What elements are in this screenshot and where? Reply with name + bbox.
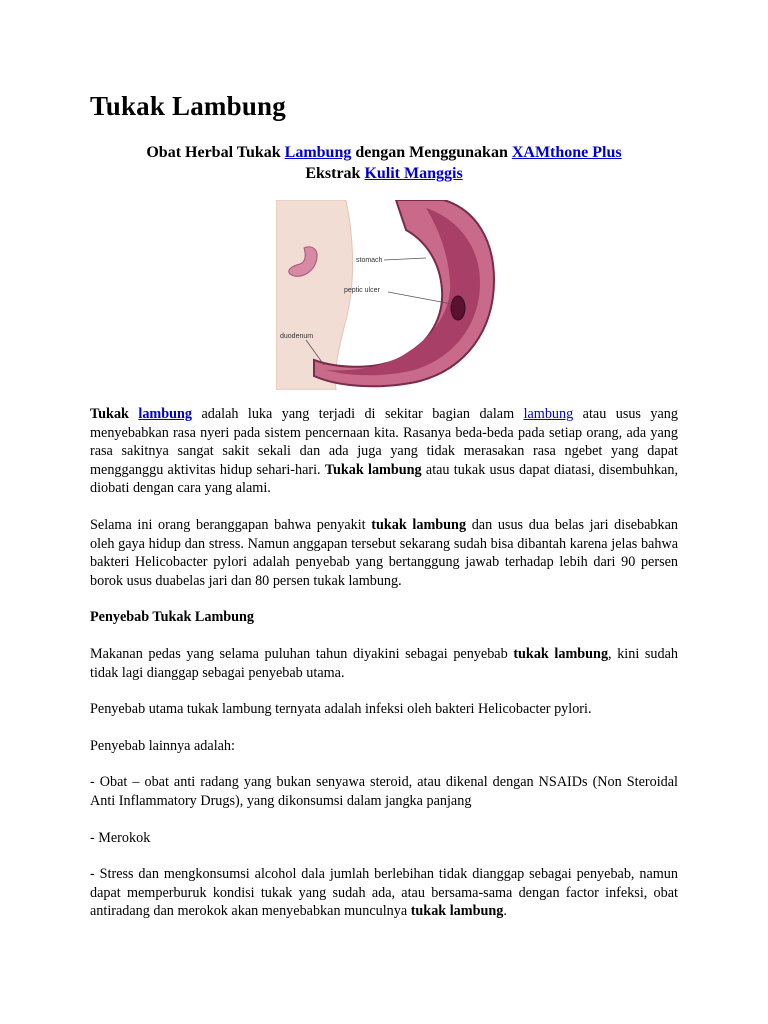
bold-tukak-lambung-1: Tukak lambung (324, 461, 422, 478)
bold-tukak: Tukak (90, 406, 139, 422)
peptic-ulcer-mark (451, 296, 465, 320)
p8-text-1: - Stress dan mengkonsumsi alcohol dala jumlah berlebihan tidak dianggap sebagai penyebab, namun dapat memperburuk kondisi tukak yang sudah ada, atau bersama-sama dengan factor infeksi, obat antiradang dan merokok akan menyebabkan munculnya (90, 866, 678, 920)
label-duodenum: duodenum (280, 333, 314, 340)
p8-text-2: . (503, 903, 507, 920)
bold-tukak-lambung-3: tukak lambung (513, 645, 609, 662)
paragraph-4: Penyebab utama tukak lambung ternyata adalah infeksi oleh bakteri Helicobacter pylori. (90, 701, 592, 718)
link-lambung-1[interactable] (138, 406, 192, 422)
paragraph-6: - Obat – obat anti radang yang bukan senyawa steroid, atau dikenal dengan NSAIDs (Non Steroidal Anti Inflammatory Drugs), yang dikonsumsi dalam jangka panjang (90, 774, 678, 809)
p1-text-1: adalah luka yang terjadi di sekitar bagian dalam (192, 406, 524, 422)
paragraph-5: Penyebab lainnya adalah: (90, 737, 235, 754)
link-lambung-2[interactable]: lambung (523, 406, 574, 422)
paragraph-8 (90, 865, 678, 921)
page-title: Tukak Lambung (90, 91, 286, 121)
subtitle-text-1: Obat Herbal Tukak (146, 144, 285, 161)
stomach-label-line (384, 258, 426, 260)
bold-tukak-lambung-4: tukak lambung (410, 903, 504, 920)
subtitle-link-xamthone[interactable]: XAMthone Plus (511, 144, 622, 161)
p2-text-2: dan usus dua belas jari disebabkan oleh gaya hidup dan stress. Namun anggapan tersebut sekarang sudah bisa dibantah karena jelas bahwa bakteri Helicobacter pylori adalah penyebab yang bertanggung jawab terhadap lebih dari 90 persen borok usus duabelas jari dan 80 persen tukak lambung. (90, 516, 679, 589)
section-heading: Penyebab Tukak Lambung (90, 609, 255, 626)
p1-text-2: atau usus yang menyebabkan rasa nyeri pada sistem pencernaan kita. Rasanya beda-beda pada setiap orang, ada yang rasa sakitnya sangat sakit sekali dan ada juga yang tidak merasakan rasa ngebet yang dapat mengganggu aktivitas hidup sehari-hari. (90, 406, 678, 478)
paragraph-1 (90, 405, 678, 498)
subtitle-link-lambung[interactable]: Lambung (284, 144, 352, 161)
stomach-ulcer-illustration (276, 200, 496, 390)
p2-text-1: Selama ini orang beranggapan bahwa penyakit (90, 516, 372, 533)
subtitle-text-2: dengan Menggunakan (351, 144, 512, 161)
bold-tukak-lambung-2: tukak lambung (371, 516, 467, 533)
label-peptic-ulcer: peptic ulcer (344, 287, 380, 294)
paragraph-2 (90, 516, 678, 590)
label-stomach: stomach (356, 257, 383, 264)
article-body (90, 405, 678, 939)
subtitle (90, 142, 678, 184)
subtitle-link-kulit-manggis[interactable]: Kulit Manggis (364, 165, 463, 182)
header-block (90, 88, 678, 184)
p1-text-3: atau tukak usus dapat diatasi, disembuhkan, diobati dengan cara yang alami. (90, 461, 678, 497)
p3-text-1: Makanan pedas yang selama puluhan tahun diyakini sebagai penyebab (90, 645, 514, 662)
paragraph-7: - Merokok (90, 829, 151, 846)
paragraph-3 (90, 645, 678, 682)
p3-text-2: , kini sudah tidak lagi dianggap sebagai penyebab utama. (90, 645, 679, 681)
link-lambung-1-text: lambung (138, 406, 192, 422)
subtitle-text-3: Ekstrak (305, 165, 365, 182)
stomach-illustration-svg (276, 200, 496, 390)
